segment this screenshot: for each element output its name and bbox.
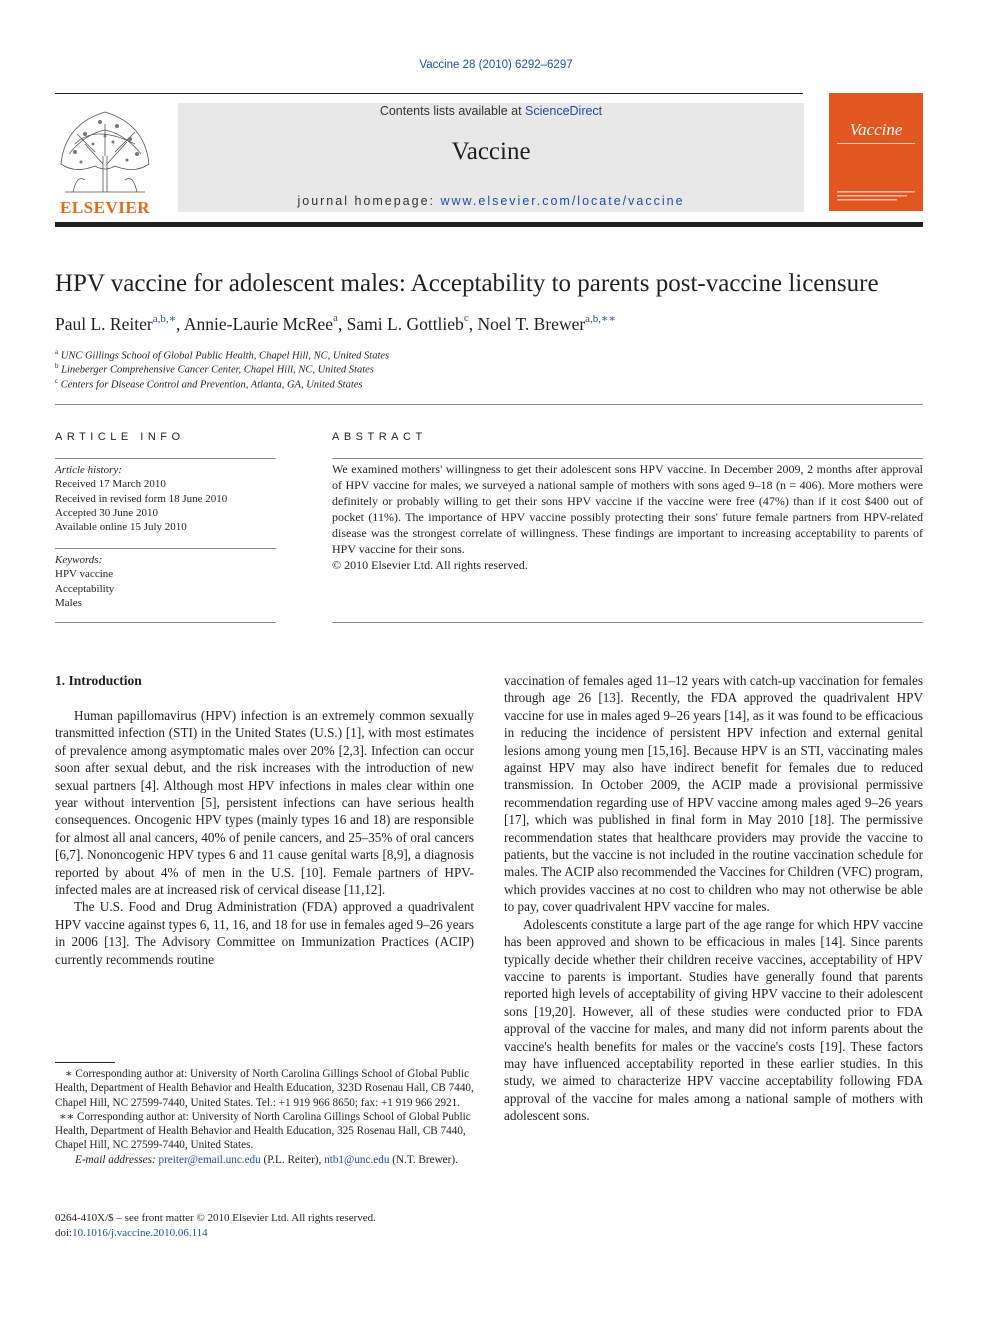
- contents-line: [178, 104, 804, 118]
- article-history: [55, 463, 227, 534]
- journal-banner: [178, 103, 804, 212]
- author-name: Sami L. Gottlieb: [346, 314, 464, 334]
- email-owner: (P.L. Reiter),: [263, 1153, 322, 1166]
- affiliation: [55, 362, 374, 376]
- abstract: [332, 461, 923, 573]
- author-affiliation-mark[interactable]: c: [463, 312, 469, 324]
- keywords-label: Keywords:: [55, 554, 103, 566]
- affiliation-text: UNC Gillings School of Global Public Health, Chapel Hill, NC, United States: [60, 350, 390, 362]
- body-paragraph: The U.S. Food and Drug Administration (FDA) approved a quadrivalent HPV vaccine against types 6, 11, 16, and 18 for use in females aged 9–26 years in 2006 [13]. The Advisory Committee on Immunization Practices (ACIP) currently recommends routine: [55, 899, 474, 967]
- publisher-wordmark: ELSEVIER: [60, 198, 150, 217]
- footnote: ∗ Corresponding author at: University of North Carolina Gillings School of Global Public Health, Department of Health Behavior and Health Education, 323D Rosenau Hall, CB 7440, Chapel Hill, NC 27599-7440, United States. Tel.: +1 919 966 8650; fax: +1 919 966 2921.: [55, 1068, 474, 1109]
- author-name: Noel T. Brewer: [477, 314, 586, 334]
- abstract-bottom-rule: [332, 622, 923, 623]
- affiliation-mark: b: [55, 362, 59, 370]
- cover-divider: [837, 143, 915, 144]
- elsevier-tree-icon: [55, 104, 155, 196]
- journal-citation[interactable]: Vaccine 28 (2010) 6292–6297: [419, 59, 573, 71]
- abstract-copyright: © 2010 Elsevier Ltd. All rights reserved.: [332, 558, 528, 572]
- right-column: [504, 672, 923, 1125]
- history-label: Article history:: [55, 464, 122, 476]
- author-affiliation-mark[interactable]: a,b,∗: [152, 313, 177, 325]
- homepage-link[interactable]: www.elsevier.com/locate/vaccine: [440, 194, 685, 208]
- abstract-rule: [332, 458, 923, 459]
- affiliation-rule: [55, 404, 923, 405]
- article-info-bottom-rule: [55, 622, 276, 623]
- article-info-rule: [55, 458, 276, 459]
- affiliation-text: Lineberger Comprehensive Cancer Center, Chapel Hill, NC, United States: [61, 364, 374, 376]
- abstract-heading: ABSTRACT: [332, 431, 427, 443]
- email-line: [55, 1153, 474, 1167]
- keyword: Males: [55, 596, 82, 609]
- footnote-rule: [55, 1062, 115, 1063]
- keywords-rule: [55, 548, 276, 549]
- affiliation: [55, 377, 363, 391]
- body-paragraph: Adolescents constitute a large part of the age range for which HPV vaccine has been approved and shown to be efficacious in males [14]. Since parents typically decide whether their children receive vaccines, acceptability of HPV vaccine to parents is important. Studies have generally found that parents reported high levels of acceptability of giving HPV vaccine to their adolescent sons [19,20]. However, all of these studies were conducted prior to FDA approval of the vaccine for males, and many did not inform parents about the vaccine's health benefits for males or the vaccine's costs [19]. These factors may have influenced acceptability reported in these earlier studies. In this study, we aimed to characterize HPV vaccine acceptability following FDA approval of the vaccine for males among a national sample of mothers with adolescent sons.: [504, 916, 923, 1124]
- article-title: HPV vaccine for adolescent males: Acceptability to parents post-vaccine licensure: [55, 270, 879, 297]
- keywords: [55, 553, 114, 610]
- cover-text-lines-icon: [837, 189, 915, 203]
- author-name: Annie-Laurie McRee: [183, 314, 334, 334]
- footnote: ∗∗ Corresponding author at: University of North Carolina Gillings School of Global Public Health, Department of Health Behavior and Health Education, 325 Rosenau Hall, CB 7440, Chapel Hill, NC 27599-7440, United States.: [55, 1110, 471, 1152]
- contents-prefix: Contents lists available at: [379, 104, 526, 118]
- journal-cover: [829, 93, 923, 211]
- author-affiliation-mark[interactable]: a,b,∗∗: [585, 313, 617, 325]
- online-date: Available online 15 July 2010: [55, 521, 187, 534]
- doi-line: [55, 1226, 376, 1241]
- article-info-heading: ARTICLE INFO: [55, 431, 185, 443]
- affiliation-mark: a: [55, 348, 59, 356]
- issn-line: 0264-410X/$ – see front matter © 2010 Elsevier Ltd. All rights reserved.: [55, 1212, 376, 1224]
- accepted-date: Accepted 30 June 2010: [55, 506, 158, 519]
- email-label: E-mail addresses:: [75, 1153, 156, 1166]
- affiliation-mark: c: [55, 377, 59, 385]
- body-paragraph: vaccination of females aged 11–12 years with catch-up vaccination for females through age 26 [13]. Recently, the FDA approved the quadrivalent HPV vaccine for use in males aged 9–26 years [14], as it was found to be efficacious in reducing the incidence of persistent HPV infection and external genital lesions among young men [15,16]. Because HPV is an STI, vaccinating males against HPV may also have indirect benefit for females due to reduced transmission. In October 2009, the ACIP made a provisional permissive recommendation regarding use of HPV vaccine among males aged 9–26 years [17], which was published in final form in May 2010 [18]. The permissive recommendation states that healthcare providers may provide the vaccine to patients, but the vaccine is not included in the routine vaccination schedule for males. The ACIP also recommended the Vaccines for Children (VFC) program, which provides vaccines at no cost to children who may not otherwise be able to pay, cover quadrivalent HPV vaccine for males.: [504, 673, 923, 915]
- doi-link[interactable]: 10.1016/j.vaccine.2010.06.114: [72, 1226, 208, 1239]
- front-matter: [55, 1211, 376, 1240]
- author-name: Paul L. Reiter: [55, 314, 153, 334]
- section-heading: 1. Introduction: [55, 673, 142, 688]
- sciencedirect-link[interactable]: ScienceDirect: [525, 104, 603, 118]
- header-thick-rule: [55, 222, 923, 227]
- header-top-rule: [55, 93, 803, 94]
- keyword: Acceptability: [55, 582, 115, 595]
- doi-label: doi:: [55, 1226, 73, 1239]
- homepage-prefix: journal homepage:: [297, 194, 441, 208]
- author-list: Paul L. Reiter$^{a,b,∗}$, Annie-Laurie McRee$^a$, Sami L. Gottlieb$^c$, Noel T. Brewer$^{a,b,∗∗}$: [55, 312, 617, 334]
- revised-date: Received in revised form 18 June 2010: [55, 492, 228, 505]
- left-column: [55, 707, 474, 968]
- homepage-line: [178, 194, 804, 208]
- affiliation-text: Centers for Disease Control and Prevention, Atlanta, GA, United States: [60, 379, 363, 391]
- elsevier-logo: [55, 104, 165, 216]
- abstract-text: We examined mothers' willingness to get their adolescent sons HPV vaccine. In December 2009, 2 months after approval of HPV vaccine for males, we surveyed a national sample of mothers with sons aged 9–18 (n = 406). More mothers were definitely or probably willing to get their sons HPV vaccine if the vaccine were free (47%) than if it cost $400 out of pocket (11%). The importance of HPV vaccine possibly protecting their sons' future female partners from HPV-related disease was the strongest correlate of willingness. These findings are important to increasing acceptability to parents of HPV vaccine for their sons.: [332, 462, 923, 556]
- email-link[interactable]: ntb1@unc.edu: [324, 1153, 390, 1166]
- cover-title: Vaccine: [849, 120, 903, 139]
- footnotes: [55, 1067, 474, 1167]
- email-link[interactable]: preiter@email.unc.edu: [158, 1153, 261, 1166]
- email-owner: (N.T. Brewer).: [392, 1153, 458, 1166]
- body-paragraph: Human papillomavirus (HPV) infection is an extremely common sexually transmitted infection (STI) in the United States (U.S.) [1], with most estimates of prevalence among asymptomatic males over 20% [2,3]. Infection can occur soon after sexual debut, and the risk increases with the introduction of new sexual partners [4]. Although most HPV infections in males clear within one year without intervention [5], persistent infections can have serious health consequences. Oncogenic HPV types (mainly types 16 and 18) are responsible for almost all anal cancers, 40% of penile cancers, and 25–35% of oral cancers [6,7]. Nononcogenic HPV types 6 and 11 cause genital warts [8,9], a diagnosis reported by about 4% of men in the U.S. [10]. Female partners of HPV-infected males are at increased risk of cervical disease [11,12].: [55, 708, 474, 898]
- journal-name: Vaccine: [451, 138, 531, 165]
- keyword: HPV vaccine: [55, 568, 114, 581]
- affiliation: [55, 348, 389, 362]
- received-date: Received 17 March 2010: [55, 478, 166, 491]
- author-affiliation-mark[interactable]: a: [333, 312, 338, 324]
